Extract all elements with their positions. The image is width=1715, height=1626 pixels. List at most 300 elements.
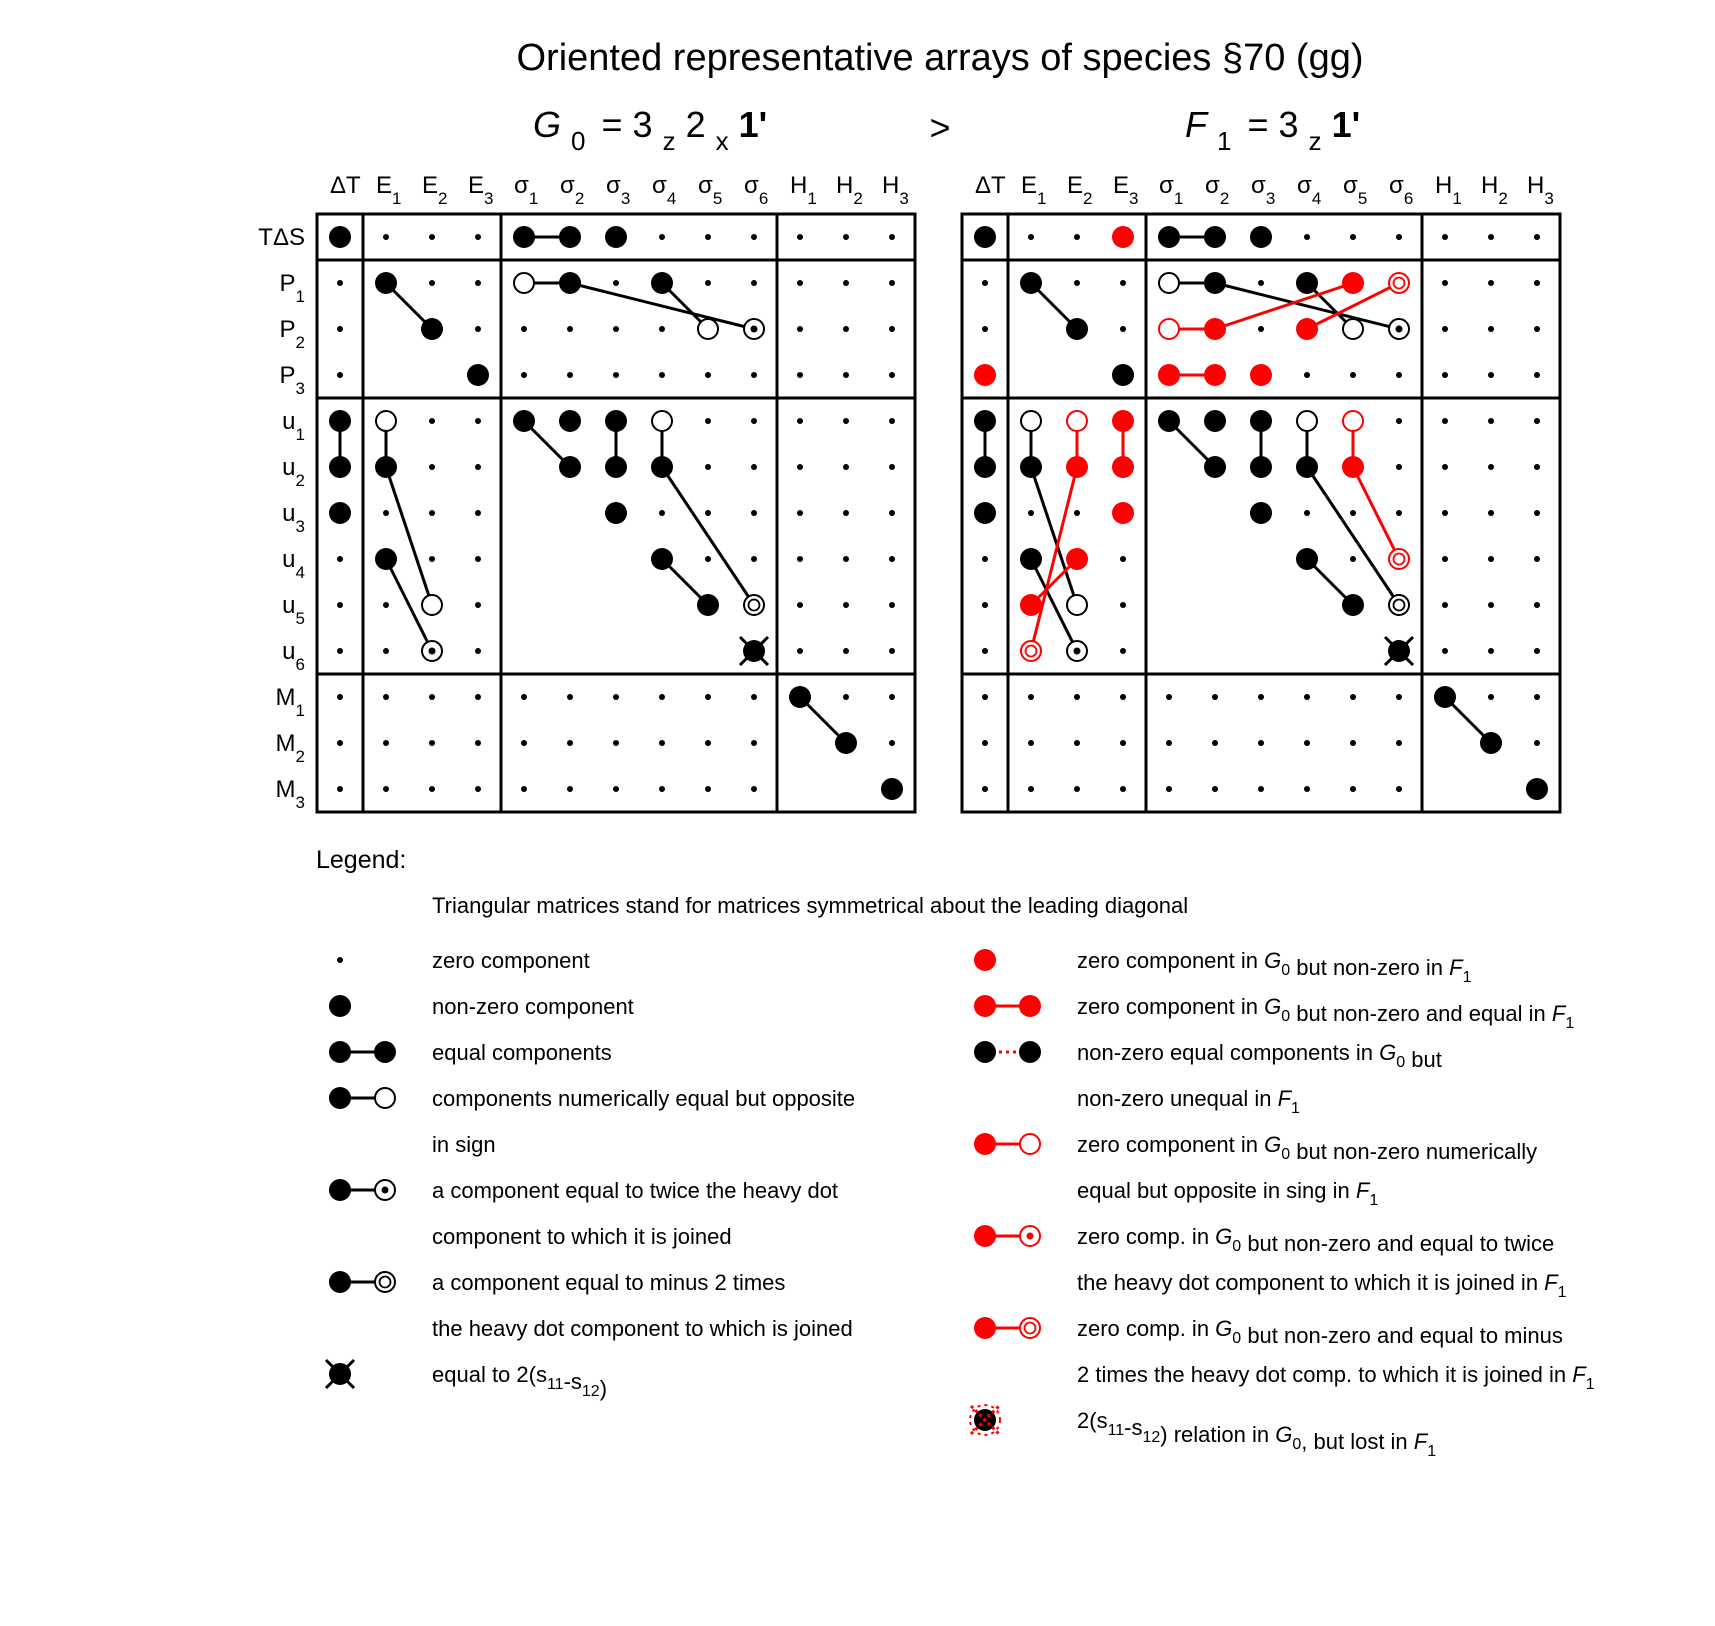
zero-dot — [843, 418, 849, 424]
zero-dot — [1442, 280, 1448, 286]
component-left-r2-c9 — [744, 319, 764, 339]
legend-text-right-5-0: zero comp. in $G_0$ but non-zero and equal to minus — [1077, 1316, 1563, 1348]
legend-symbol-k-dotted-b — [1019, 1041, 1041, 1063]
component-left-r4-c4 — [513, 410, 535, 432]
zero-dot — [659, 326, 665, 332]
zero-dot — [889, 556, 895, 562]
zero-dot — [797, 234, 803, 240]
right-group-eq: = 3 — [1247, 104, 1299, 145]
zero-dot — [567, 740, 573, 746]
zero-dot — [705, 786, 711, 792]
component-left-r0-c5 — [559, 226, 581, 248]
zero-dot — [1304, 234, 1310, 240]
legend-symbol-opposite-b — [375, 1088, 395, 1108]
zero-dot — [429, 786, 435, 792]
zero-dot — [475, 464, 481, 470]
zero-dot — [429, 740, 435, 746]
zero-dot — [1396, 740, 1402, 746]
zero-dot — [982, 280, 988, 286]
component-left-r7-c1 — [375, 548, 397, 570]
zero-dot — [1534, 556, 1540, 562]
zero-dot — [1396, 694, 1402, 700]
left-group-s1: z — [662, 126, 676, 156]
legend-text-right-4-0: zero comp. in $G_0$ but non-zero and equal to twice — [1077, 1224, 1555, 1256]
zero-dot — [567, 372, 573, 378]
component-right-r4-c0 — [974, 410, 996, 432]
zero-dot — [797, 556, 803, 562]
component-left-r5-c0 — [329, 456, 351, 478]
zero-dot — [475, 280, 481, 286]
zero-dot — [1396, 372, 1402, 378]
zero-dot — [1120, 556, 1126, 562]
legend-text-right-0-0: zero component in $G_0$ but non-zero in $F_1$ — [1077, 948, 1472, 986]
matrix-left — [258, 172, 915, 812]
legend-symbol-twice-a — [329, 1179, 351, 1201]
zero-dot — [1074, 510, 1080, 516]
col-header-left-0: ΔT — [330, 172, 361, 199]
legend-text-right-3-1: equal but opposite in sing in $F_1$ — [1077, 1178, 1379, 1209]
zero-dot — [705, 418, 711, 424]
component-right-r8-c8 — [1342, 594, 1364, 616]
row-header-7: $u_4$ — [282, 546, 305, 582]
legend-item-right-4 — [974, 1224, 1567, 1301]
col-header-right-12: $H_3$ — [1527, 172, 1554, 208]
legend-symbol-cross — [970, 1405, 1000, 1435]
zero-dot — [1166, 694, 1172, 700]
legend-text-right-5-1: 2 times the heavy dot comp. to which it is joined in $F_1$ — [1077, 1362, 1595, 1393]
zero-dot — [889, 280, 895, 286]
component-right-r4-c2 — [1067, 411, 1087, 431]
col-header-left-2: $E_2$ — [422, 172, 448, 208]
zero-dot — [751, 694, 757, 700]
legend-text-left-5-1: the heavy dot component to which is joined — [432, 1316, 853, 1341]
zero-dot — [797, 648, 803, 654]
zero-dot — [475, 740, 481, 746]
legend-symbol-r-twice-a — [974, 1225, 996, 1247]
component-left-r8-c8 — [697, 594, 719, 616]
component-left-r4-c1 — [376, 411, 396, 431]
component-right-r0-c6 — [1250, 226, 1272, 248]
component-right-r9-c2 — [1067, 641, 1087, 661]
zero-dot — [1396, 234, 1402, 240]
component-left-r4-c0 — [329, 410, 351, 432]
zero-dot — [843, 372, 849, 378]
zero-dot — [429, 464, 435, 470]
zero-dot — [705, 510, 711, 516]
legend-note: Triangular matrices stand for matrices symmetrical about the leading diagonal — [432, 893, 1189, 918]
component-right-r7-c1 — [1020, 548, 1042, 570]
row-header-3: $P_3$ — [279, 362, 305, 398]
left-group-symbol: G — [533, 104, 562, 145]
component-right-r3-c4 — [1158, 364, 1180, 386]
zero-dot — [705, 556, 711, 562]
col-header-left-7: $\sigma_4$ — [652, 172, 677, 208]
zero-dot — [567, 694, 573, 700]
zero-dot — [1488, 602, 1494, 608]
zero-dot — [1350, 372, 1356, 378]
zero-dot — [1488, 372, 1494, 378]
row-header-6: $u_3$ — [282, 500, 305, 536]
right-group-symbol: F — [1185, 104, 1207, 145]
zero-dot — [521, 694, 527, 700]
zero-dot — [1212, 740, 1218, 746]
zero-dot — [982, 694, 988, 700]
col-header-left-3: $E_3$ — [468, 172, 494, 208]
zero-dot — [982, 740, 988, 746]
zero-dot — [383, 648, 389, 654]
zero-dot — [1028, 786, 1034, 792]
legend-symbol-k-dotted-a — [974, 1041, 996, 1063]
zero-dot — [475, 234, 481, 240]
zero-dot — [705, 694, 711, 700]
zero-dot — [337, 740, 343, 746]
col-header-left-9: $\sigma_6$ — [744, 172, 769, 208]
component-left-r4-c7 — [652, 411, 672, 431]
legend-item-right-2 — [974, 1040, 1442, 1117]
col-header-left-8: $\sigma_5$ — [698, 172, 723, 208]
zero-dot — [1488, 556, 1494, 562]
zero-dot — [613, 694, 619, 700]
row-header-9: $u_6$ — [282, 638, 305, 674]
legend-text-left-3-1: in sign — [432, 1132, 496, 1157]
component-left-r8-c9 — [744, 595, 764, 615]
zero-dot — [889, 234, 895, 240]
zero-dot — [1488, 510, 1494, 516]
zero-dot — [383, 510, 389, 516]
component-left-r6-c0 — [329, 502, 351, 524]
component-right-r6-c3 — [1112, 502, 1134, 524]
legend-text-left-0-0: zero component — [432, 948, 590, 973]
zero-dot — [797, 602, 803, 608]
component-right-r4-c5 — [1204, 410, 1226, 432]
zero-dot — [429, 234, 435, 240]
zero-dot — [613, 280, 619, 286]
zero-dot — [751, 556, 757, 562]
component-right-r0-c3 — [1112, 226, 1134, 248]
component-right-r4-c7 — [1297, 411, 1317, 431]
component-left-r0-c6 — [605, 226, 627, 248]
zero-dot — [797, 326, 803, 332]
zero-dot — [475, 326, 481, 332]
zero-dot — [1488, 464, 1494, 470]
col-header-left-10: $H_1$ — [790, 172, 817, 208]
zero-dot — [843, 648, 849, 654]
component-left-r3-c3 — [467, 364, 489, 386]
col-header-right-3: $E_3$ — [1113, 172, 1139, 208]
component-left-r5-c5 — [559, 456, 581, 478]
legend-text-right-2-1: non-zero unequal in $F_1$ — [1077, 1086, 1300, 1117]
component-right-r8-c9 — [1389, 595, 1409, 615]
component-right-r0-c4 — [1158, 226, 1180, 248]
link-left-12 — [662, 467, 754, 605]
zero-dot — [1488, 648, 1494, 654]
component-right-r4-c4 — [1158, 410, 1180, 432]
zero-dot — [1350, 786, 1356, 792]
component-right-r0-c5 — [1204, 226, 1226, 248]
zero-dot — [1304, 694, 1310, 700]
zero-dot — [475, 556, 481, 562]
zero-dot — [337, 694, 343, 700]
component-left-r0-c0 — [329, 226, 351, 248]
component-right-r4-c6 — [1250, 410, 1272, 432]
col-header-right-1: $E_1$ — [1021, 172, 1047, 208]
zero-dot — [1442, 602, 1448, 608]
legend-text-left-4-0: a component equal to twice the heavy dot — [432, 1178, 839, 1203]
component-right-r3-c0 — [974, 364, 996, 386]
zero-dot — [337, 648, 343, 654]
col-header-left-5: $\sigma_2$ — [560, 172, 585, 208]
legend-symbol-r-twice-b — [1020, 1226, 1040, 1246]
component-left-r9-c2 — [422, 641, 442, 661]
component-right-r1-c5 — [1204, 272, 1226, 294]
zero-dot — [1442, 510, 1448, 516]
row-header-0: TΔS — [258, 224, 305, 251]
col-header-left-6: $\sigma_3$ — [606, 172, 631, 208]
zero-dot — [567, 326, 573, 332]
zero-dot — [613, 740, 619, 746]
legend-symbol-r-opposite-a — [974, 1133, 996, 1155]
zero-dot — [521, 740, 527, 746]
diagram-title: Oriented representative arrays of species §70 (gg) — [516, 37, 1364, 79]
component-right-r1-c1 — [1020, 272, 1042, 294]
zero-dot — [1120, 280, 1126, 286]
component-left-r8-c2 — [422, 595, 442, 615]
zero-dot — [751, 740, 757, 746]
link-right-7 — [1215, 283, 1353, 329]
zero-dot — [1258, 786, 1264, 792]
zero-dot — [1350, 234, 1356, 240]
zero-dot — [1488, 418, 1494, 424]
component-right-r5-c1 — [1020, 456, 1042, 478]
zero-dot — [1074, 280, 1080, 286]
zero-dot — [1350, 556, 1356, 562]
zero-dot — [1212, 786, 1218, 792]
zero-dot — [1166, 740, 1172, 746]
row-header-8: $u_5$ — [282, 592, 305, 628]
component-right-r5-c2 — [1066, 456, 1088, 478]
zero-dot — [1350, 740, 1356, 746]
component-right-r8-c2 — [1067, 595, 1087, 615]
zero-dot — [1488, 234, 1494, 240]
legend-item-right-6 — [970, 1405, 1436, 1460]
matrix-right — [962, 172, 1560, 812]
zero-dot — [889, 510, 895, 516]
zero-dot — [521, 372, 527, 378]
component-right-r1-c8 — [1342, 272, 1364, 294]
zero-dot — [797, 464, 803, 470]
zero-dot — [1350, 510, 1356, 516]
zero-dot — [1074, 234, 1080, 240]
zero-dot — [982, 326, 988, 332]
component-left-r12-c12 — [881, 778, 903, 800]
zero-dot — [1304, 740, 1310, 746]
component-right-r6-c6 — [1250, 502, 1272, 524]
component-right-r10-c10 — [1434, 686, 1456, 708]
link-right-11 — [1031, 467, 1077, 605]
zero-dot — [1534, 418, 1540, 424]
right-group-label — [1185, 104, 1360, 158]
zero-dot — [1442, 234, 1448, 240]
left-group-eq: = 3 — [601, 104, 653, 145]
zero-dot — [337, 786, 343, 792]
zero-dot — [843, 602, 849, 608]
col-header-right-2: $E_2$ — [1067, 172, 1093, 208]
zero-dot — [843, 556, 849, 562]
component-left-r1-c1 — [375, 272, 397, 294]
zero-dot — [337, 326, 343, 332]
component-right-r7-c2 — [1066, 548, 1088, 570]
zero-dot — [751, 280, 757, 286]
zero-dot — [843, 326, 849, 332]
row-header-10: $M_1$ — [275, 684, 305, 720]
legend-item-left-3 — [329, 1086, 855, 1157]
zero-dot — [982, 648, 988, 654]
zero-dot — [1442, 556, 1448, 562]
zero-dot — [1304, 786, 1310, 792]
zero-dot — [705, 280, 711, 286]
component-right-r2-c9 — [1389, 319, 1409, 339]
zero-dot — [1442, 418, 1448, 424]
zero-dot — [337, 372, 343, 378]
left-group-label — [533, 104, 767, 158]
zero-dot — [659, 372, 665, 378]
zero-dot — [429, 556, 435, 562]
zero-dot — [383, 602, 389, 608]
zero-dot — [982, 556, 988, 562]
zero-dot — [1074, 694, 1080, 700]
legend-symbol-equal-b — [374, 1041, 396, 1063]
col-header-right-0: ΔT — [975, 172, 1006, 199]
component-right-r7-c9 — [1389, 549, 1409, 569]
legend-item-left-2 — [329, 1040, 612, 1065]
legend-item-right-0 — [974, 948, 1472, 986]
legend-text-right-4-1: the heavy dot component to which it is joined in $F_1$ — [1077, 1270, 1567, 1301]
legend-symbol-r-equal-a — [974, 995, 996, 1017]
component-right-r5-c6 — [1250, 456, 1272, 478]
zero-dot — [1442, 648, 1448, 654]
zero-dot — [1442, 372, 1448, 378]
col-header-right-8: $\sigma_5$ — [1343, 172, 1368, 208]
component-left-r10-c10 — [789, 686, 811, 708]
col-header-right-11: $H_2$ — [1481, 172, 1508, 208]
zero-dot — [1488, 694, 1494, 700]
component-left-r1-c5 — [559, 272, 581, 294]
legend-symbol-twice-b — [375, 1180, 395, 1200]
zero-dot — [337, 556, 343, 562]
legend-text-left-2-0: equal components — [432, 1040, 612, 1065]
zero-dot — [1534, 234, 1540, 240]
zero-dot — [521, 326, 527, 332]
col-header-right-7: $\sigma_4$ — [1297, 172, 1322, 208]
zero-dot — [1304, 510, 1310, 516]
component-right-r2-c2 — [1066, 318, 1088, 340]
zero-dot — [705, 740, 711, 746]
zero-dot — [1074, 740, 1080, 746]
legend-heading: Legend: — [316, 846, 407, 874]
zero-dot — [1258, 740, 1264, 746]
component-right-r4-c1 — [1021, 411, 1041, 431]
zero-dot — [613, 786, 619, 792]
legend-symbol-r-opposite-b — [1020, 1134, 1040, 1154]
zero-dot — [567, 786, 573, 792]
zero-dot — [521, 786, 527, 792]
component-left-r9-c9 — [740, 637, 768, 665]
link-right-20 — [1307, 467, 1399, 605]
col-header-right-10: $H_1$ — [1435, 172, 1462, 208]
zero-dot — [1120, 694, 1126, 700]
zero-dot — [797, 418, 803, 424]
zero-dot — [337, 602, 343, 608]
zero-dot — [1396, 510, 1402, 516]
legend-text-right-3-0: zero component in $G_0$ but non-zero numerically — [1077, 1132, 1538, 1164]
zero-dot — [1534, 694, 1540, 700]
zero-dot — [1120, 648, 1126, 654]
zero-dot — [337, 280, 343, 286]
zero-dot — [429, 510, 435, 516]
zero-dot — [1258, 280, 1264, 286]
legend-symbol-cross — [326, 1360, 354, 1388]
row-header-5: $u_2$ — [282, 454, 305, 490]
zero-dot — [613, 326, 619, 332]
component-left-r5-c1 — [375, 456, 397, 478]
right-group-tail: 1' — [1331, 104, 1361, 145]
zero-dot — [1396, 786, 1402, 792]
component-left-r5-c6 — [605, 456, 627, 478]
zero-dot — [705, 464, 711, 470]
zero-dot — [475, 418, 481, 424]
zero-dot — [843, 234, 849, 240]
zero-dot — [1304, 372, 1310, 378]
left-group-s2: x — [715, 126, 729, 156]
component-right-r1-c9 — [1389, 273, 1409, 293]
component-right-r6-c0 — [974, 502, 996, 524]
zero-dot — [475, 786, 481, 792]
zero-dot — [1350, 694, 1356, 700]
legend-text-left-3-0: components numerically equal but opposite — [432, 1086, 856, 1111]
zero-dot — [1120, 602, 1126, 608]
link-left-7 — [386, 467, 432, 605]
component-left-r4-c6 — [605, 410, 627, 432]
zero-dot — [1534, 510, 1540, 516]
zero-dot — [1534, 464, 1540, 470]
legend-item-left-0 — [337, 948, 590, 973]
component-right-r5-c8 — [1342, 456, 1364, 478]
component-right-r1-c4 — [1159, 273, 1179, 293]
component-left-r6-c6 — [605, 502, 627, 524]
row-header-4: $u_1$ — [282, 408, 305, 444]
legend-symbol-zero — [337, 957, 343, 963]
zero-dot — [1534, 326, 1540, 332]
zero-dot — [751, 372, 757, 378]
zero-dot — [889, 464, 895, 470]
left-group-sub: 0 — [571, 126, 586, 156]
right-group-sub: 1 — [1217, 126, 1232, 156]
zero-dot — [659, 740, 665, 746]
zero-dot — [1396, 464, 1402, 470]
legend-text-left-1-0: non-zero component — [432, 994, 634, 1019]
zero-dot — [659, 234, 665, 240]
zero-dot — [1028, 234, 1034, 240]
legend-item-left-6 — [326, 1360, 607, 1401]
col-header-left-11: $H_2$ — [836, 172, 863, 208]
zero-dot — [429, 280, 435, 286]
zero-dot — [1120, 326, 1126, 332]
zero-dot — [843, 694, 849, 700]
col-header-right-5: $\sigma_2$ — [1205, 172, 1230, 208]
component-left-r5-c7 — [651, 456, 673, 478]
legend — [316, 846, 1595, 1460]
legend-text-left-6-0: equal to $2(s_{11}-s_{12})$ — [432, 1362, 608, 1401]
